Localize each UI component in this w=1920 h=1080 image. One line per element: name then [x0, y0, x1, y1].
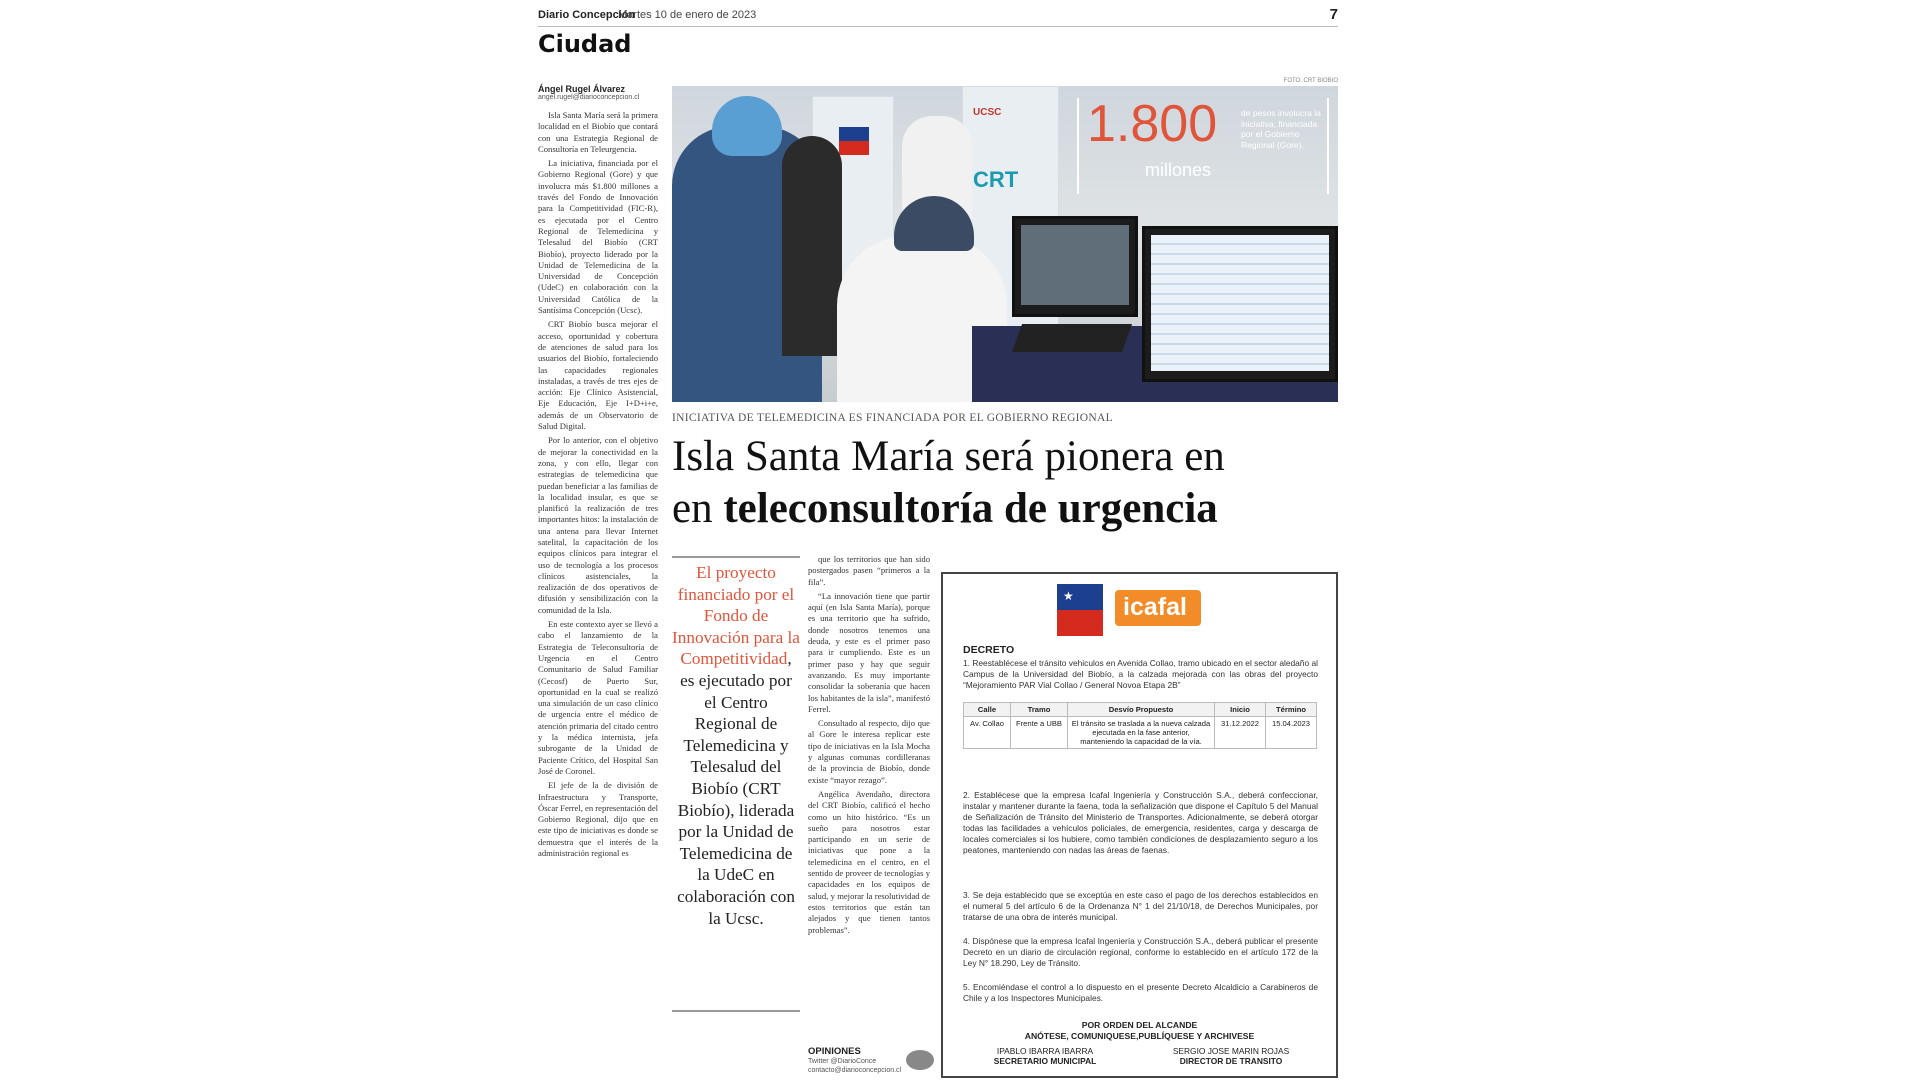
figure-overlay — [1077, 95, 1329, 194]
headline-line-1: Isla Santa María será pionera en — [672, 433, 1225, 480]
pullquote-rest: , es ejecutado por el Centro Regional de Telemedicina y Telesalud del Biobío (CRT Biobío), liderada por la Unidad de Telemedicina de la UdeC en colaboración con la Ucsc. — [677, 649, 795, 928]
opinion-email: contacto@diarioconcepcion.cl — [808, 1067, 902, 1074]
icafal-logo — [1115, 590, 1201, 626]
chile-gov-logo-icon: ★ — [1057, 584, 1103, 636]
person-background — [782, 136, 842, 356]
detour-table — [963, 702, 1317, 749]
decree-item-4: 4. Dispónese que la empresa Icafal Ingeniería y Construcción S.A., deberá publicar el presente Decreto en un diario de circulación regional, conforme lo establecido en el artículo 172 de la Ley N° 18.290, Ley de Tránsito. — [963, 936, 1318, 968]
gov-logo-icon — [839, 127, 869, 155]
headline-prefix: en — [672, 485, 724, 532]
article-photo — [672, 86, 1338, 402]
paragraph: La iniciativa, financiada por el Gobierno Regional (Gore) y que involucra más $1.800 millones a través del Fondo de Innovación para la Competitividad (FIC-R), es ejecutada por el Centro Regional de Telemedicina y Telesalud del Biobío (CRT Biobío), proyecto liderado por la Unidad de Telemedicina de la Universidad de Concepción (UdeC) en colaboración con la Universidad Católica de la Santísima Concepción (Ucsc). — [538, 158, 658, 316]
newspaper-page — [538, 0, 1338, 1080]
table-row — [964, 717, 1317, 749]
page-number: 7 — [1329, 6, 1338, 23]
video-call-screen — [1021, 225, 1129, 305]
opinion-twitter: Twitter @DiarioConce — [808, 1058, 877, 1065]
cell-calle: Av. Collao — [964, 717, 1011, 749]
figure-value: 1.800 — [1087, 95, 1218, 153]
pullquote — [672, 562, 800, 929]
paragraph: Consultado al respecto, dijo que al Gore le interesa replicar este tipo de iniciativas en la Isla Mocha y algunas comunas cordilleranas de la provincia de Biobío, donde existe “mayor rezago”. — [808, 718, 930, 785]
ucsc-label: UCSC — [973, 107, 1002, 118]
cell-tramo: Frente a UBB — [1011, 717, 1068, 749]
icafal-brand-text: icafal — [1123, 593, 1187, 621]
byline-author: Ángel Rugel Álvarez — [538, 84, 626, 94]
photo-credit: FOTO: CRT BIOBIO — [1283, 78, 1338, 84]
article-column-1 — [538, 110, 658, 1080]
figure-caption: de pesos involucra la iniciativa, financiada por el Gobierno Regional (Gore). — [1241, 108, 1321, 150]
speech-bubble-icon — [906, 1050, 934, 1070]
section-title: Ciudad — [538, 30, 632, 58]
byline-email: angel.rugel@diarioconcepcion.cl — [538, 94, 640, 101]
paragraph: El jefe de la de división de Infraestructura y Transporte, Óscar Ferrel, en representación del Gobierno Regional, dijo que en este tipo de iniciativas es donde se demuestra que el interés de la administración regional es — [538, 780, 658, 858]
pullquote-rule-bottom — [672, 1010, 800, 1012]
paragraph: que los territorios que han sido postergados pasen “primeros a la fila”. — [808, 554, 930, 587]
article-kicker: INICIATIVA DE TELEMEDICINA ES FINANCIADA POR EL GOBIERNO REGIONAL — [672, 412, 1113, 424]
col-calle: Calle — [964, 703, 1011, 717]
decree-item-1: 1. Reestablécese el tránsito vehiculos en Avenida Collao, tramo ubicado en el sector aledaño al Campus de la Universidad del Biobío, a la calzada mejorada con las obras del proyecto “Mejoramiento PAR Vial Collao / General Novoa Etapa 2B” — [963, 658, 1318, 690]
col-inicio: Inicio — [1215, 703, 1266, 717]
opinion-title: OPINIONES — [808, 1046, 861, 1057]
paragraph: Por lo anterior, con el objetivo de mejorar la conectividad en la zona, y con ello, llegar con estrategias de telemedicina que puedan beneficiar a las familias de la localidad insular, es que se planificó la realización de tres importantes hitos: la instalación de una antena para llevar Internet satelital, la capacitación de los equipos clínicos para integrar el uso de tecnología a los procesos clínicos asistenciales, la realización de dos operativos de difusión y sensibilización con la comunidad de la Isla. — [538, 435, 658, 615]
col-termino: Término — [1266, 703, 1317, 717]
decree-item-2: 2. Establécese que la empresa Icafal Ingeniería y Construcción S.A., deberá confeccionar, instalar y mantener durante la faena, toda la señalización que dispone el Capítulo 5 del Manual de Señalización de Tránsito del Ministerio de Transportes. Adicionalmente, se deberá otorgar todas las facilidades a vehículos policiales, de emergencia, residentes, carga y descarga de locales comerciales si los hubiere, como también condiciones de desplazamiento seguro a los peatones, manteniendo con nadas las áreas de faenas. — [963, 790, 1318, 855]
cell-inicio: 31.12.2022 — [1215, 717, 1266, 749]
page-header — [538, 6, 1338, 27]
signature-secretary — [965, 1046, 1125, 1066]
opinion-box — [808, 1046, 901, 1075]
monitor-left — [1012, 216, 1138, 317]
paragraph: CRT Biobío busca mejorar el acceso, oportunidad y cobertura de atenciones de salud para los usuarios del Biobío, fortaleciendo las capacidades regionales instaladas, a través de tres ejes de acción: Eje Clínico Asistencial, Eje Educación, Eje I+D+i+e, además de un Observatorio de Salud Digital. — [538, 319, 658, 432]
figure-unit: millones — [1145, 160, 1212, 180]
crt-label: CRT — [973, 167, 1019, 192]
newspaper-brand: Diario Concepción — [538, 9, 636, 21]
signer-title: DIRECTOR DE TRANSITO — [1179, 1056, 1283, 1066]
pullquote-rule-top — [672, 556, 800, 558]
decree-item-3: 3. Se deja establecido que se exceptúa en este caso el pago de los derechos establecidos en el numeral 5 del artículo 6 de la Ordenanza N° 1 del 21/10/18, de Derechos Municipales, por tratarse de una obra de interés municipal. — [963, 890, 1318, 922]
decree-order-2: ANÓTESE, COMUNIQUESE,PUBLÍQUESE Y ARCHIVESE — [1024, 1031, 1255, 1041]
headline-line-2 — [672, 484, 1218, 533]
signature-director — [1151, 1046, 1311, 1066]
paragraph: Isla Santa María será la primera localidad en el Biobío que contará con una Estrategia Regional de Consultoría en Teleurgencia. — [538, 110, 658, 154]
signer-title: SECRETARIO MUNICIPAL — [993, 1056, 1097, 1066]
table-header-row — [964, 703, 1317, 717]
decree-order-1: POR ORDEN DEL ALCANDE — [1081, 1020, 1198, 1030]
keyboard — [1012, 324, 1132, 352]
signer-name: IPABLO IBARRA IBARRA — [996, 1046, 1094, 1056]
signer-name: SERGIO JOSE MARIN ROJAS — [1172, 1046, 1290, 1056]
software-screen — [1151, 235, 1329, 371]
article-column-3 — [808, 554, 930, 1038]
headline-bold: teleconsultoría de urgencia — [723, 485, 1218, 532]
monitor-right — [1142, 226, 1338, 382]
pullquote-highlight: El proyecto financiado por el Fondo de Innovación para la Competitividad — [672, 563, 800, 669]
decree-item-5: 5. Encomiéndase el control a lo dispuesto en el presente Decreto Alcaldicio a Carabineros de Chile y a los Inspectores Municipales. — [963, 982, 1318, 1003]
paragraph: “La innovación tiene que partir aquí (en Isla Santa María), porque es una territorio que ha sufrido, donde nosotros tenemos una deuda, y este es el primer paso para ir cumpliendo. Este es un primer paso y hay que seguir avanzando. Es muy importante consolidar la soberanía que hacen los habitantes de la isla”, manifestó Ferrel. — [808, 590, 930, 714]
cell-desvio: El tránsito se traslada a la nueva calzada ejecutada en la fase anterior, manteniendo la capacidad de la vía. — [1068, 717, 1215, 749]
col-tramo: Tramo — [1011, 703, 1068, 717]
paragraph: En este contexto ayer se llevó a cabo el lanzamiento de la Estrategia de Teleconsultoría de Urgencia en el Centro Comunitario de Salud Familiar (Cecosf) de Puerto Sur, oportunidad en la cual se realizó una simulación de un caso clínico de urgencia entre el médico de atención primaria del citado centro y la médica internista, jefa subrogante de la Unidad de Paciente Crítico, del Hospital San José de Coronel. — [538, 619, 658, 776]
surgical-cap — [712, 96, 782, 156]
publication-date: Martes 10 de enero de 2023 — [618, 9, 757, 21]
decree-ad — [941, 572, 1338, 1078]
col-desvio: Desvío Propuesto — [1068, 703, 1215, 717]
decree-title: DECRETO — [963, 644, 1015, 656]
paragraph: Angélica Avendaño, directora del CRT Biobío, calificó el hecho como un hito histórico. “Es un sueño para nosotros estar participando en un serie de iniciativas que pone a la telemedicina en el centro, en el sentido de proveer de tecnologías y capacidades en los equipos de salud, y mejorar la resolutividad de estos territorios que están tan alejados y que tienen tantos problemas”. — [808, 788, 930, 935]
cell-termino: 15.04.2023 — [1266, 717, 1317, 749]
